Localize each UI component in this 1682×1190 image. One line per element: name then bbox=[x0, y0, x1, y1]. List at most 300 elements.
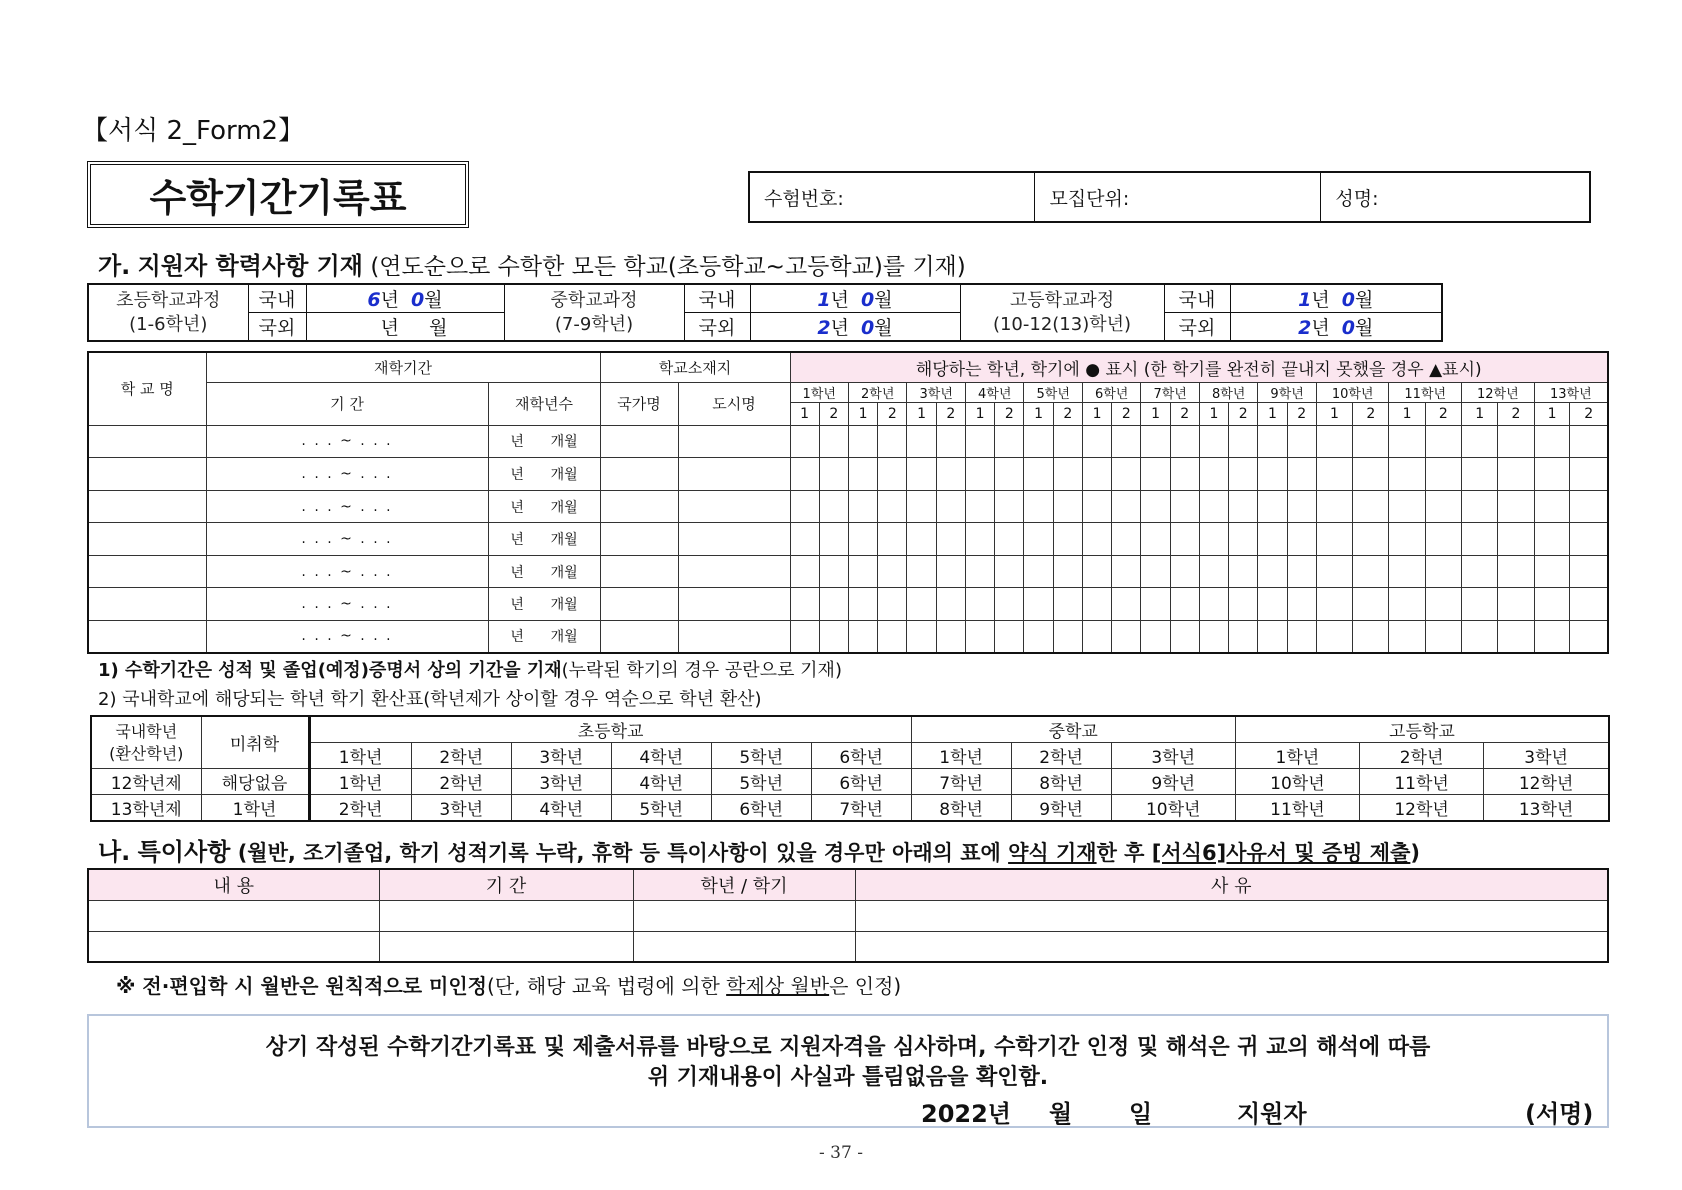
semester-mark-cell[interactable] bbox=[878, 620, 907, 653]
elementary-domestic-value[interactable]: 6년 0월 bbox=[306, 284, 504, 313]
semester-mark-cell[interactable] bbox=[907, 490, 936, 523]
semester-mark-cell[interactable] bbox=[790, 490, 819, 523]
semester-mark-cell[interactable] bbox=[1389, 588, 1425, 621]
semester-mark-cell[interactable] bbox=[1570, 490, 1608, 523]
semester-header: 1 bbox=[1082, 403, 1111, 425]
semester-mark-cell[interactable] bbox=[1534, 620, 1570, 653]
semester-mark-cell[interactable] bbox=[1141, 523, 1170, 556]
city-cell[interactable] bbox=[678, 425, 790, 458]
semester-mark-cell[interactable] bbox=[1082, 490, 1111, 523]
semester-mark-cell[interactable] bbox=[878, 555, 907, 588]
semester-mark-cell[interactable] bbox=[1389, 458, 1425, 491]
semester-mark-cell[interactable] bbox=[1229, 555, 1258, 588]
semester-mark-cell[interactable] bbox=[1498, 588, 1534, 621]
conversion-cell: 3학년 bbox=[411, 795, 511, 822]
semester-mark-cell[interactable] bbox=[1112, 588, 1141, 621]
semester-header: 1 bbox=[907, 403, 936, 425]
semester-mark-cell[interactable] bbox=[1024, 490, 1053, 523]
semester-mark-cell[interactable] bbox=[1229, 490, 1258, 523]
semester-mark-cell[interactable] bbox=[790, 588, 819, 621]
semester-mark-cell[interactable] bbox=[1462, 620, 1498, 653]
semester-mark-cell[interactable] bbox=[1024, 588, 1053, 621]
high-label: 고등학교과정 (10-12(13)학년) bbox=[960, 284, 1164, 341]
special-grade-cell[interactable] bbox=[633, 931, 855, 962]
city-cell[interactable] bbox=[678, 458, 790, 491]
semester-mark-cell[interactable] bbox=[1316, 523, 1352, 556]
middle-label: 중학교과정 (7-9학년) bbox=[504, 284, 684, 341]
semester-mark-cell[interactable] bbox=[1053, 425, 1082, 458]
semester-mark-cell[interactable] bbox=[1258, 555, 1287, 588]
semester-mark-cell[interactable] bbox=[1462, 425, 1498, 458]
semester-mark-cell[interactable] bbox=[1199, 490, 1228, 523]
semester-mark-cell[interactable] bbox=[936, 523, 965, 556]
semester-mark-cell[interactable] bbox=[819, 620, 848, 653]
semester-mark-cell[interactable] bbox=[1053, 458, 1082, 491]
semester-mark-cell[interactable] bbox=[1353, 490, 1389, 523]
semester-mark-cell[interactable] bbox=[1316, 555, 1352, 588]
conversion-cell: 11학년 bbox=[1235, 795, 1359, 822]
school-name-cell[interactable] bbox=[88, 458, 206, 491]
conversion-cell: 6학년 bbox=[711, 795, 811, 822]
semester-mark-cell[interactable] bbox=[1353, 620, 1389, 653]
semester-mark-cell[interactable] bbox=[1389, 490, 1425, 523]
semester-header: 1 bbox=[1024, 403, 1053, 425]
semester-mark-cell[interactable] bbox=[1141, 620, 1170, 653]
semester-mark-cell[interactable] bbox=[936, 620, 965, 653]
recruit-unit-field[interactable]: 모집단위: bbox=[1035, 172, 1321, 222]
section-b-marker: 나. bbox=[98, 838, 131, 866]
semester-mark-cell[interactable] bbox=[1316, 458, 1352, 491]
conversion-cell: 13학년 bbox=[1484, 795, 1609, 822]
semester-mark-cell[interactable] bbox=[965, 523, 994, 556]
semester-header: 2 bbox=[1170, 403, 1199, 425]
semester-mark-cell[interactable] bbox=[819, 425, 848, 458]
note-2: 2) 국내학교에 해당되는 학년 학기 환산표(학년제가 상이할 경우 역순으로 학년 환산) bbox=[98, 689, 762, 710]
semester-mark-cell[interactable] bbox=[819, 588, 848, 621]
semester-mark-cell[interactable] bbox=[1287, 458, 1316, 491]
semester-mark-cell[interactable] bbox=[936, 425, 965, 458]
school-name-cell[interactable] bbox=[88, 555, 206, 588]
elementary-abroad-value[interactable]: 년 월 bbox=[306, 313, 504, 342]
semester-mark-cell[interactable] bbox=[1082, 588, 1111, 621]
semester-mark-cell[interactable] bbox=[1389, 523, 1425, 556]
semester-mark-cell[interactable] bbox=[1141, 555, 1170, 588]
conversion-cell: 7학년 bbox=[911, 769, 1011, 795]
semester-mark-cell[interactable] bbox=[907, 523, 936, 556]
semester-mark-cell[interactable] bbox=[1024, 458, 1053, 491]
semester-mark-cell[interactable] bbox=[1024, 523, 1053, 556]
period-cell[interactable]: . . . ~ . . . bbox=[206, 458, 488, 491]
semester-mark-cell[interactable] bbox=[1199, 458, 1228, 491]
semester-mark-cell[interactable] bbox=[790, 555, 819, 588]
school-name-cell[interactable] bbox=[88, 588, 206, 621]
semester-mark-cell[interactable] bbox=[995, 588, 1024, 621]
country-cell[interactable] bbox=[600, 588, 678, 621]
semester-mark-cell[interactable] bbox=[1462, 555, 1498, 588]
semester-mark-cell[interactable] bbox=[1112, 458, 1141, 491]
conversion-cell: 10학년 bbox=[1235, 769, 1359, 795]
semester-mark-cell[interactable] bbox=[1534, 523, 1570, 556]
years-cell[interactable]: 년 개월 bbox=[488, 555, 600, 588]
semester-mark-cell[interactable] bbox=[878, 588, 907, 621]
grade-header: 4학년 bbox=[965, 383, 1023, 403]
semester-header: 2 bbox=[995, 403, 1024, 425]
table-row bbox=[88, 490, 1608, 523]
semester-mark-cell[interactable] bbox=[1199, 523, 1228, 556]
confirm-month: 월 bbox=[1049, 1100, 1073, 1128]
semester-mark-cell[interactable] bbox=[1141, 588, 1170, 621]
semester-mark-cell[interactable] bbox=[965, 588, 994, 621]
semester-mark-cell[interactable] bbox=[995, 458, 1024, 491]
semester-mark-cell[interactable] bbox=[995, 490, 1024, 523]
semester-mark-cell[interactable] bbox=[1199, 588, 1228, 621]
semester-mark-cell[interactable] bbox=[1353, 523, 1389, 556]
conversion-grade-header: 3학년 bbox=[1111, 743, 1235, 769]
semester-mark-cell[interactable] bbox=[1287, 523, 1316, 556]
semester-mark-cell[interactable] bbox=[790, 620, 819, 653]
semester-mark-cell[interactable] bbox=[1498, 620, 1534, 653]
semester-mark-cell[interactable] bbox=[1024, 555, 1053, 588]
grade-semester-header: 학년 / 학기 bbox=[633, 869, 855, 900]
semester-mark-cell[interactable] bbox=[1462, 588, 1498, 621]
semester-mark-cell[interactable] bbox=[819, 458, 848, 491]
period-cell[interactable]: . . . ~ . . . bbox=[206, 555, 488, 588]
semester-mark-cell[interactable] bbox=[1112, 620, 1141, 653]
semester-mark-cell[interactable] bbox=[1287, 555, 1316, 588]
country-header: 국가명 bbox=[600, 383, 678, 426]
semester-mark-cell[interactable] bbox=[1229, 458, 1258, 491]
conversion-grade-header: 5학년 bbox=[711, 743, 811, 769]
city-cell[interactable] bbox=[678, 490, 790, 523]
semester-mark-cell[interactable] bbox=[878, 425, 907, 458]
semester-mark-cell[interactable] bbox=[1141, 425, 1170, 458]
semester-mark-cell[interactable] bbox=[936, 588, 965, 621]
semester-mark-cell[interactable] bbox=[1258, 588, 1287, 621]
semester-mark-cell[interactable] bbox=[965, 490, 994, 523]
semester-mark-cell[interactable] bbox=[995, 555, 1024, 588]
years-cell[interactable]: 년 개월 bbox=[488, 620, 600, 653]
period-cell[interactable]: . . . ~ . . . bbox=[206, 490, 488, 523]
semester-mark-cell[interactable] bbox=[965, 458, 994, 491]
summary-table bbox=[87, 283, 1443, 342]
conversion-cell: 1학년 bbox=[309, 769, 411, 795]
semester-mark-cell[interactable] bbox=[1053, 523, 1082, 556]
name-field[interactable]: 성명: bbox=[1321, 172, 1590, 222]
semester-mark-cell[interactable] bbox=[965, 425, 994, 458]
semester-header: 1 bbox=[1389, 403, 1425, 425]
semester-mark-cell[interactable] bbox=[848, 425, 877, 458]
semester-mark-cell[interactable] bbox=[1082, 620, 1111, 653]
high-domestic-value[interactable]: 1년 0월 bbox=[1230, 284, 1442, 313]
grade-mark-header: 해당하는 학년, 학기에 ● 표시 (한 학기를 완전히 끝내지 못했을 경우 ▲표시) bbox=[790, 352, 1608, 383]
semester-mark-cell[interactable] bbox=[1570, 523, 1608, 556]
semester-mark-cell[interactable] bbox=[1024, 425, 1053, 458]
semester-mark-cell[interactable] bbox=[819, 490, 848, 523]
semester-mark-cell[interactable] bbox=[848, 458, 877, 491]
semester-mark-cell[interactable] bbox=[790, 523, 819, 556]
school-name-cell[interactable] bbox=[88, 620, 206, 653]
semester-mark-cell[interactable] bbox=[907, 620, 936, 653]
semester-mark-cell[interactable] bbox=[1425, 425, 1461, 458]
high-domestic-label: 국내 bbox=[1164, 284, 1230, 313]
period-cell[interactable]: . . . ~ . . . bbox=[206, 588, 488, 621]
semester-mark-cell[interactable] bbox=[1170, 425, 1199, 458]
years-cell[interactable]: 년 개월 bbox=[488, 425, 600, 458]
semester-mark-cell[interactable] bbox=[1353, 425, 1389, 458]
grade-header: 9학년 bbox=[1258, 383, 1316, 403]
semester-mark-cell[interactable] bbox=[1425, 458, 1461, 491]
semester-mark-cell[interactable] bbox=[907, 588, 936, 621]
semester-mark-cell[interactable] bbox=[1170, 490, 1199, 523]
semester-mark-cell[interactable] bbox=[1498, 555, 1534, 588]
semester-header: 1 bbox=[1258, 403, 1287, 425]
semester-mark-cell[interactable] bbox=[1462, 490, 1498, 523]
country-cell[interactable] bbox=[600, 490, 678, 523]
semester-mark-cell[interactable] bbox=[1534, 588, 1570, 621]
semester-mark-cell[interactable] bbox=[1316, 490, 1352, 523]
semester-mark-cell[interactable] bbox=[995, 620, 1024, 653]
special-period-cell[interactable] bbox=[379, 931, 633, 962]
semester-mark-cell[interactable] bbox=[790, 425, 819, 458]
semester-mark-cell[interactable] bbox=[1353, 555, 1389, 588]
grade-header: 2학년 bbox=[848, 383, 906, 403]
semester-mark-cell[interactable] bbox=[1053, 588, 1082, 621]
semester-mark-cell[interactable] bbox=[1229, 588, 1258, 621]
semester-mark-cell[interactable] bbox=[1024, 620, 1053, 653]
content-header: 내 용 bbox=[88, 869, 379, 900]
semester-header: 1 bbox=[1316, 403, 1352, 425]
semester-mark-cell[interactable] bbox=[1082, 523, 1111, 556]
semester-mark-cell[interactable] bbox=[1425, 555, 1461, 588]
semester-mark-cell[interactable] bbox=[1353, 458, 1389, 491]
city-cell[interactable] bbox=[678, 588, 790, 621]
high-abroad-value[interactable]: 2년 0월 bbox=[1230, 313, 1442, 342]
semester-mark-cell[interactable] bbox=[1199, 620, 1228, 653]
preschool-header: 미취학 bbox=[201, 716, 309, 769]
semester-mark-cell[interactable] bbox=[907, 425, 936, 458]
semester-mark-cell[interactable] bbox=[1112, 425, 1141, 458]
semester-header: 1 bbox=[965, 403, 994, 425]
special-grade-cell[interactable] bbox=[633, 900, 855, 931]
section-a-title: 지원자 학력사항 기재 bbox=[137, 252, 363, 280]
semester-mark-cell[interactable] bbox=[878, 490, 907, 523]
semester-mark-cell[interactable] bbox=[936, 490, 965, 523]
years-cell[interactable]: 년 개월 bbox=[488, 490, 600, 523]
semester-mark-cell[interactable] bbox=[1498, 490, 1534, 523]
conversion-cell: 6학년 bbox=[811, 769, 911, 795]
semester-mark-cell[interactable] bbox=[1170, 523, 1199, 556]
semester-mark-cell[interactable] bbox=[848, 523, 877, 556]
semester-mark-cell[interactable] bbox=[1498, 458, 1534, 491]
semester-mark-cell[interactable] bbox=[1534, 555, 1570, 588]
semester-header: 1 bbox=[790, 403, 819, 425]
semester-mark-cell[interactable] bbox=[819, 555, 848, 588]
semester-mark-cell[interactable] bbox=[907, 555, 936, 588]
country-cell[interactable] bbox=[600, 523, 678, 556]
school-name-cell[interactable] bbox=[88, 523, 206, 556]
exam-number-field[interactable]: 수험번호: bbox=[749, 172, 1035, 222]
school-name-cell[interactable] bbox=[88, 490, 206, 523]
conversion-cell: 10학년 bbox=[1111, 795, 1235, 822]
semester-mark-cell[interactable] bbox=[1462, 458, 1498, 491]
grade-header: 13학년 bbox=[1534, 383, 1608, 403]
semester-mark-cell[interactable] bbox=[1534, 458, 1570, 491]
country-cell[interactable] bbox=[600, 425, 678, 458]
semester-mark-cell[interactable] bbox=[995, 425, 1024, 458]
semester-mark-cell[interactable] bbox=[1425, 523, 1461, 556]
semester-mark-cell[interactable] bbox=[1258, 425, 1287, 458]
semester-mark-cell[interactable] bbox=[1425, 620, 1461, 653]
semester-mark-cell[interactable] bbox=[1229, 425, 1258, 458]
special-period-cell[interactable] bbox=[379, 900, 633, 931]
semester-mark-cell[interactable] bbox=[936, 555, 965, 588]
semester-header: 2 bbox=[819, 403, 848, 425]
city-cell[interactable] bbox=[678, 620, 790, 653]
semester-mark-cell[interactable] bbox=[1287, 425, 1316, 458]
semester-mark-cell[interactable] bbox=[1258, 490, 1287, 523]
semester-mark-cell[interactable] bbox=[1170, 620, 1199, 653]
semester-mark-cell[interactable] bbox=[848, 490, 877, 523]
period-cell[interactable]: . . . ~ . . . bbox=[206, 425, 488, 458]
semester-mark-cell[interactable] bbox=[1534, 425, 1570, 458]
semester-mark-cell[interactable] bbox=[819, 523, 848, 556]
semester-mark-cell[interactable] bbox=[1229, 620, 1258, 653]
conversion-cell: 7학년 bbox=[811, 795, 911, 822]
semester-header: 2 bbox=[878, 403, 907, 425]
semester-mark-cell[interactable] bbox=[1570, 458, 1608, 491]
applicant-id-table bbox=[748, 171, 1591, 223]
period-header-b: 기 간 bbox=[379, 869, 633, 900]
semester-mark-cell[interactable] bbox=[1534, 490, 1570, 523]
semester-mark-cell[interactable] bbox=[1316, 588, 1352, 621]
semester-mark-cell[interactable] bbox=[1570, 620, 1608, 653]
semester-mark-cell[interactable] bbox=[1570, 425, 1608, 458]
semester-mark-cell[interactable] bbox=[1199, 555, 1228, 588]
grade-header: 7학년 bbox=[1141, 383, 1199, 403]
semester-mark-cell[interactable] bbox=[1053, 555, 1082, 588]
conversion-cell: 3학년 bbox=[511, 769, 611, 795]
semester-mark-cell[interactable] bbox=[1112, 523, 1141, 556]
school-name-cell[interactable] bbox=[88, 425, 206, 458]
semester-mark-cell[interactable] bbox=[936, 458, 965, 491]
form-label: 【서식 2_Form2】 bbox=[82, 116, 305, 146]
semester-mark-cell[interactable] bbox=[1258, 523, 1287, 556]
conversion-cell: 12학년 bbox=[1359, 795, 1483, 822]
semester-mark-cell[interactable] bbox=[1425, 588, 1461, 621]
semester-mark-cell[interactable] bbox=[848, 620, 877, 653]
semester-mark-cell[interactable] bbox=[1570, 555, 1608, 588]
special-reason-cell[interactable] bbox=[855, 900, 1608, 931]
semester-mark-cell[interactable] bbox=[1287, 490, 1316, 523]
semester-mark-cell[interactable] bbox=[965, 555, 994, 588]
middle-domestic-value[interactable]: 1년 0월 bbox=[750, 284, 960, 313]
years-cell[interactable]: 년 개월 bbox=[488, 458, 600, 491]
confirm-year: 2022년 bbox=[921, 1100, 1011, 1128]
special-reason-cell[interactable] bbox=[855, 931, 1608, 962]
semester-mark-cell[interactable] bbox=[1112, 490, 1141, 523]
semester-mark-cell[interactable] bbox=[1316, 620, 1352, 653]
semester-mark-cell[interactable] bbox=[1287, 588, 1316, 621]
semester-header: 2 bbox=[1570, 403, 1608, 425]
semester-mark-cell[interactable] bbox=[1170, 458, 1199, 491]
conversion-cell: 4학년 bbox=[611, 769, 711, 795]
country-cell[interactable] bbox=[600, 458, 678, 491]
city-cell[interactable] bbox=[678, 523, 790, 556]
semester-mark-cell[interactable] bbox=[1389, 620, 1425, 653]
semester-header: 1 bbox=[1199, 403, 1228, 425]
special-content-cell[interactable] bbox=[88, 900, 379, 931]
semester-mark-cell[interactable] bbox=[1498, 523, 1534, 556]
semester-mark-cell[interactable] bbox=[1170, 555, 1199, 588]
semester-mark-cell[interactable] bbox=[965, 620, 994, 653]
table-row bbox=[88, 620, 1608, 653]
semester-mark-cell[interactable] bbox=[1141, 458, 1170, 491]
semester-header: 1 bbox=[1462, 403, 1498, 425]
semester-mark-cell[interactable] bbox=[1498, 425, 1534, 458]
semester-mark-cell[interactable] bbox=[790, 458, 819, 491]
semester-mark-cell[interactable] bbox=[1258, 620, 1287, 653]
city-cell[interactable] bbox=[678, 555, 790, 588]
semester-mark-cell[interactable] bbox=[1170, 588, 1199, 621]
semester-mark-cell[interactable] bbox=[1199, 425, 1228, 458]
semester-mark-cell[interactable] bbox=[1141, 490, 1170, 523]
years-cell[interactable]: 년 개월 bbox=[488, 523, 600, 556]
country-cell[interactable] bbox=[600, 555, 678, 588]
semester-mark-cell[interactable] bbox=[1082, 458, 1111, 491]
semester-header: 1 bbox=[1141, 403, 1170, 425]
semester-mark-cell[interactable] bbox=[848, 588, 877, 621]
semester-mark-cell[interactable] bbox=[1353, 588, 1389, 621]
semester-header: 1 bbox=[1534, 403, 1570, 425]
semester-mark-cell[interactable] bbox=[1389, 425, 1425, 458]
middle-abroad-value[interactable]: 2년 0월 bbox=[750, 313, 960, 342]
semester-mark-cell[interactable] bbox=[848, 555, 877, 588]
section-b-title: 특이사항 bbox=[137, 838, 231, 866]
years-cell[interactable]: 년 개월 bbox=[488, 588, 600, 621]
semester-mark-cell[interactable] bbox=[1287, 620, 1316, 653]
country-cell[interactable] bbox=[600, 620, 678, 653]
semester-header: 2 bbox=[1112, 403, 1141, 425]
semester-mark-cell[interactable] bbox=[1082, 555, 1111, 588]
signature-field[interactable]: (서명) bbox=[1525, 1100, 1594, 1128]
semester-mark-cell[interactable] bbox=[1389, 555, 1425, 588]
conversion-grade-header: 1학년 bbox=[1235, 743, 1359, 769]
semester-mark-cell[interactable] bbox=[1082, 425, 1111, 458]
grade-system-cell: 12학년제 bbox=[91, 769, 201, 795]
semester-mark-cell[interactable] bbox=[1229, 523, 1258, 556]
grade-header: 10학년 bbox=[1316, 383, 1389, 403]
semester-mark-cell[interactable] bbox=[907, 458, 936, 491]
semester-mark-cell[interactable] bbox=[1053, 490, 1082, 523]
semester-mark-cell[interactable] bbox=[878, 458, 907, 491]
period-cell[interactable]: . . . ~ . . . bbox=[206, 620, 488, 653]
semester-mark-cell[interactable] bbox=[1425, 490, 1461, 523]
semester-mark-cell[interactable] bbox=[1258, 458, 1287, 491]
conversion-grade-header: 3학년 bbox=[1484, 743, 1609, 769]
special-content-cell[interactable] bbox=[88, 931, 379, 962]
semester-mark-cell[interactable] bbox=[1462, 523, 1498, 556]
note-1: 1) 수학기간은 성적 및 졸업(예정)증명서 상의 기간을 기재(누락된 학기의 경우 공란으로 기재) bbox=[98, 660, 842, 681]
grade-conversion-table bbox=[90, 715, 1610, 822]
period-cell[interactable]: . . . ~ . . . bbox=[206, 523, 488, 556]
semester-mark-cell[interactable] bbox=[995, 523, 1024, 556]
semester-mark-cell[interactable] bbox=[878, 523, 907, 556]
page-title: 수학기간기록표 bbox=[87, 161, 469, 228]
semester-mark-cell[interactable] bbox=[1570, 588, 1608, 621]
semester-mark-cell[interactable] bbox=[1112, 555, 1141, 588]
semester-mark-cell[interactable] bbox=[1316, 425, 1352, 458]
semester-mark-cell[interactable] bbox=[1053, 620, 1082, 653]
